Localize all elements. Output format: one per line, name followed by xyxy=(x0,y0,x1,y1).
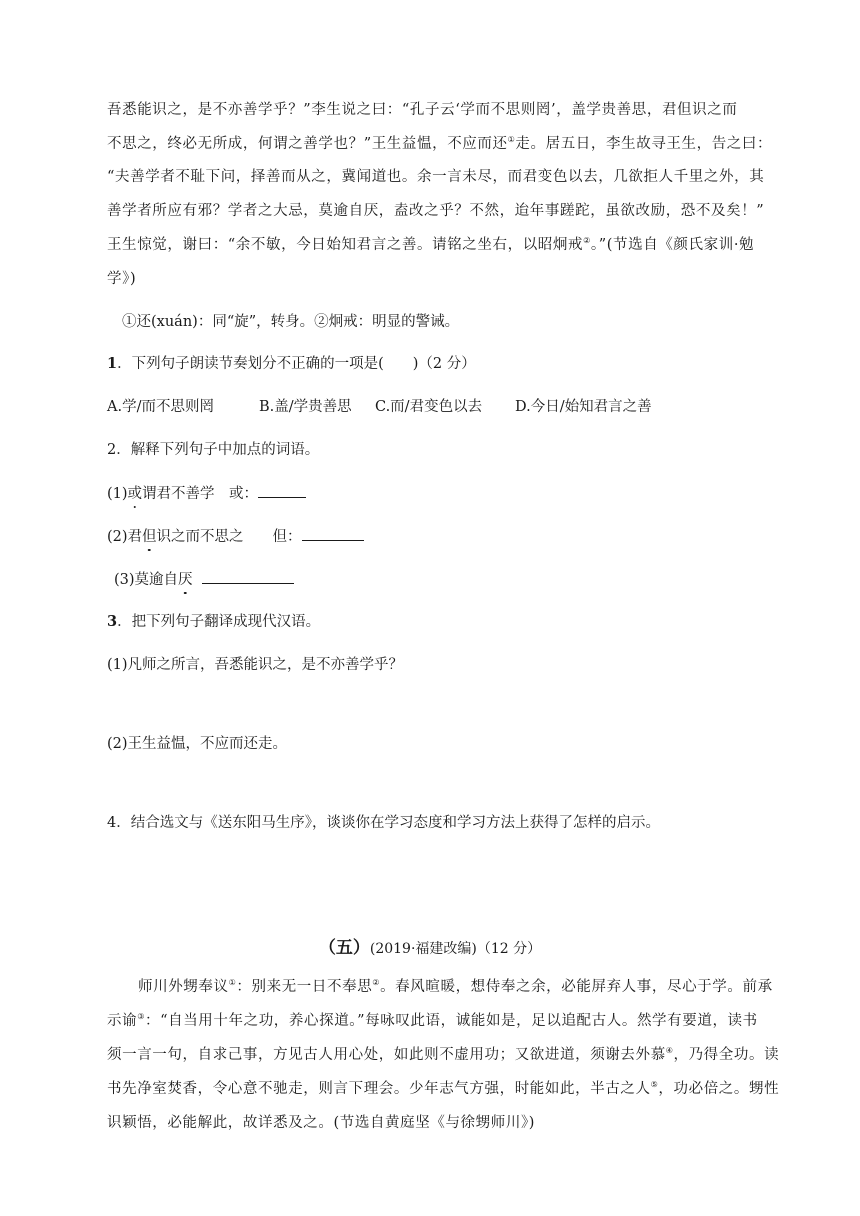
passage-line: 须一言一句，自求己事，方见古人用心处，如此则不虚用功；又欲进道，须谢去外慕④，乃得全功。读 xyxy=(107,1046,780,1063)
footnote-marker: ① xyxy=(228,978,237,988)
question-3-item-2: (2)王生益愠，不应而还走。 xyxy=(107,736,288,752)
question-1: 1．下列句子朗读节奏划分不正确的一项是( )（2 分） xyxy=(107,355,476,372)
question-2-item-3: (3)莫逾自厌 xyxy=(114,569,766,590)
footnote-marker: ③ xyxy=(137,1012,145,1022)
dotted-word: 但 xyxy=(142,529,157,545)
section-source: (2019·福建改编)（12 分） xyxy=(369,941,542,957)
passage-line: 识颖悟，必能解此，故详悉及之。(节选自黄庭坚《与徐甥师川》) xyxy=(107,1115,536,1131)
question-2: 2．解释下列句子中加点的词语。 xyxy=(107,442,320,458)
section-heading xyxy=(0,933,860,958)
question-3: 3．把下列句子翻译成现代汉语。 xyxy=(107,613,321,630)
passage-line: 师川外甥奉议①：别来无一日不奉思②。春风暄暖，想侍奉之余，必能屏弃人事，尽心于学。前承 xyxy=(138,978,773,995)
passage-line: “夫善学者不耻下问，择善而从之，冀闻道也。余一言未尽，而君变色以去，几欲拒人千里之外，其 xyxy=(107,169,765,185)
question-1-options xyxy=(107,397,759,417)
annotation-notes: ①还(xuán)：同“旋”，转身。②炯戒：明显的警诫。 xyxy=(122,314,460,330)
question-4: 4．结合选文与《送东阳马生序》，谈谈你在学习态度和学习方法上获得了怎样的启示。 xyxy=(107,815,660,831)
passage-line: 学》) xyxy=(107,271,137,287)
question-3-item-1: (1)凡师之所言，吾悉能识之，是不亦善学乎？ xyxy=(107,657,404,673)
passage-line: 书先净室焚香，令心意不驰走，则言下理会。少年志气方强，时能如此，半古之人⑤，功必倍之。甥性 xyxy=(107,1080,780,1097)
dotted-word: 厌 xyxy=(178,572,193,588)
passage-line: 王生惊觉，谢曰：“余不敏，今日始知君言之善。请铭之坐右，以昭炯戒②。”(节选自《颜氏家训·勉 xyxy=(107,236,755,253)
answer-blank[interactable] xyxy=(258,483,306,498)
passage-line: 不思之，终必无所成，何谓之善学也？”王生益愠，不应而还①走。居五日，李生故寻王生，告之曰： xyxy=(107,135,773,152)
footnote-marker: ⑤ xyxy=(650,1080,659,1090)
option-b: B.盖/学贵善思 xyxy=(259,399,352,415)
passage-line: 示谕③：“自当用十年之功，养心探道。”每咏叹此语，诚能如是，足以追配古人。然学有要道，读书 xyxy=(107,1012,758,1029)
question-number: 1 xyxy=(107,355,118,372)
footnote-marker: ① xyxy=(507,135,516,145)
option-c: C.而/君变色以去 xyxy=(375,399,483,415)
footnote-marker: ② xyxy=(372,978,381,988)
question-2-item-1: (1)或谓君不善学 或： xyxy=(107,483,759,504)
answer-blank[interactable] xyxy=(302,526,364,541)
question-2-item-2: (2)君但识之而不思之 但： xyxy=(107,526,759,547)
passage-line: 吾悉能识之，是不亦善学乎？”李生说之曰：“孔子云‘学而不思则罔’，盖学贵善思，君但识之而 xyxy=(107,102,738,118)
answer-blank[interactable] xyxy=(202,569,294,584)
dotted-word: 或 xyxy=(127,486,143,502)
footnote-marker: ④ xyxy=(665,1046,674,1056)
passage-line: 善学者所应有邪？学者之大忌，莫逾自厌，盍改之乎？不然，迨年事蹉跎，虽欲改励，恐不及矣！” xyxy=(107,203,765,219)
option-a: A.学/而不思则罔 xyxy=(107,399,214,415)
option-d: D.今日/始知君言之善 xyxy=(515,399,652,415)
section-number: （五） xyxy=(318,938,370,958)
question-number: 3 xyxy=(107,613,118,630)
footnote-marker: ② xyxy=(583,236,591,246)
